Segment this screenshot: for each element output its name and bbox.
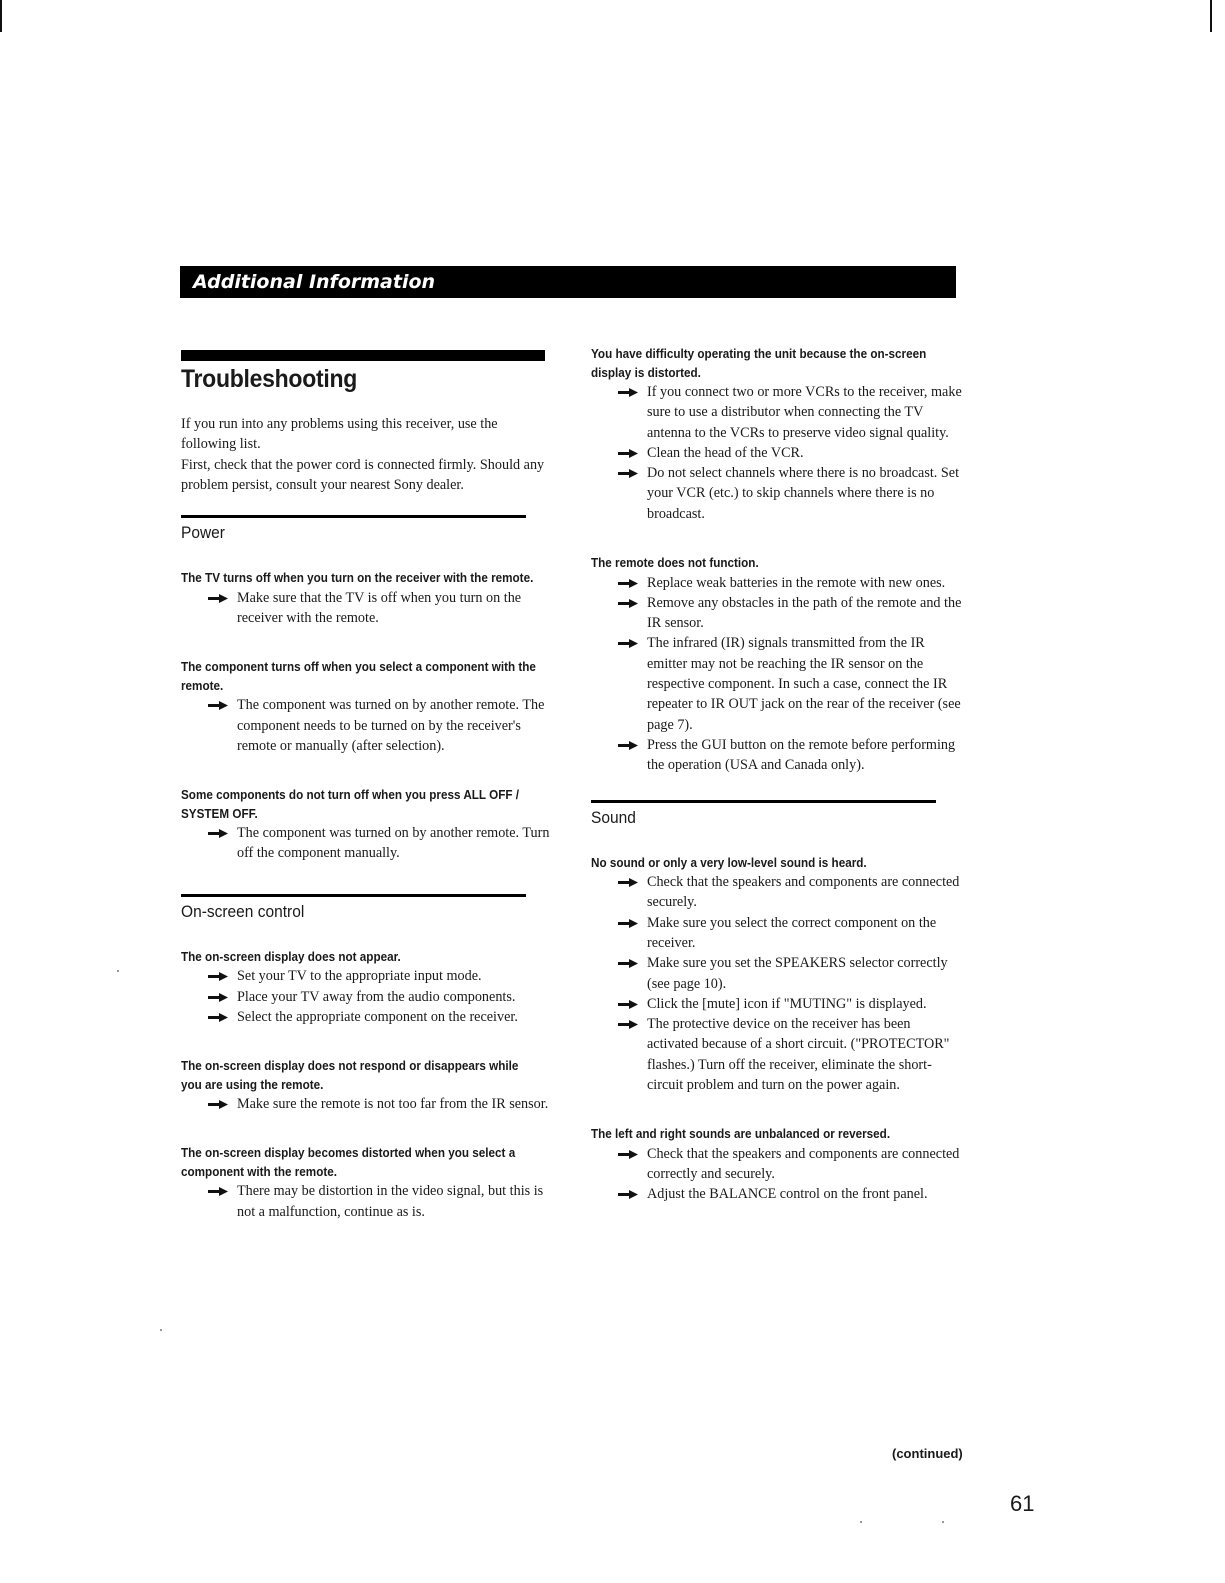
right-column [591,345,963,1235]
left-column [181,345,553,1252]
solution-text: Make sure the remote is not too far from the IR sensor. [237,1096,549,1113]
solution-text: Place your TV away from the audio components. [237,988,516,1005]
solution-text: Make sure you set the SPEAKERS selector correctly (see page 10). [647,955,948,992]
problem-statement: The remote does not function. [591,555,759,571]
arrow-bullet-icon [208,1013,228,1022]
solution-text: Set your TV to the appropriate input mode. [237,968,482,985]
arrow-bullet-icon [208,972,228,981]
solution-item [591,633,963,734]
problem-block [181,948,553,1027]
solution-text: Do not select channels where there is no broadcast. Set your VCR (etc.) to skip channels where there is no broadcast. [647,465,960,522]
problem-block [181,1057,553,1114]
scan-speck [860,1521,862,1523]
arrow-bullet-icon [618,878,638,887]
intro-text [181,414,553,495]
solution-item [591,573,963,593]
section-heading: Power [181,515,526,543]
arrow-bullet-icon [618,1190,638,1199]
solution-item [181,1181,553,1222]
section-heading: On-screen control [181,894,526,922]
solution-item [181,966,553,986]
problem-statement: The component turns off when you select a component with the remote. [181,659,536,693]
solution-text: Replace weak batteries in the remote with new ones. [647,574,946,591]
problem-block [591,1125,963,1204]
arrow-bullet-icon [618,469,638,478]
solution-text: The component was turned on by another remote. Turn off the component manually. [237,825,550,862]
arrow-bullet-icon [208,1100,228,1109]
arrow-bullet-icon [618,388,638,397]
arrow-bullet-icon [618,449,638,458]
solution-item [591,994,963,1014]
solution-text: Make sure that the TV is off when you turn on the receiver with the remote. [237,589,522,626]
arrow-bullet-icon [618,599,638,608]
solution-item [591,953,963,994]
solution-text: If you connect two or more VCRs to the receiver, make sure to use a distributor when connecting the TV antenna to the VCRs to preserve video signal quality. [647,384,962,441]
solution-text: Click the [mute] icon if "MUTING" is displayed. [647,995,927,1012]
solution-item [181,1094,553,1114]
problem-block [591,854,963,1096]
solution-item [591,382,963,443]
problem-block [181,569,553,628]
solution-item [591,1014,963,1095]
problem-statement: The on-screen display does not appear. [181,948,401,964]
title-rule [181,350,545,361]
right-top-problems [591,345,963,776]
page-title: Troubleshooting [181,365,358,393]
arrow-bullet-icon [618,959,638,968]
problem-block [181,1144,553,1222]
solution-item [181,987,553,1007]
arrow-bullet-icon [208,594,228,603]
left-sections [181,515,553,1222]
solution-text: Check that the speakers and components are connected securely. [647,874,960,911]
crop-mark-right [1210,0,1212,32]
solution-text: Check that the speakers and components are connected correctly and securely. [647,1145,960,1183]
intro-paragraph: First, check that the power cord is connected firmly. Should any problem persist, consult your nearest Sony dealer. [181,456,545,493]
solution-text: The protective device on the receiver has been activated because of a short circuit. ("PROTECTOR" flashes.) Turn off the receiver, eliminate the short-circuit problem and turn on the power again. [647,1016,950,1094]
right-sections [591,800,963,1205]
arrow-bullet-icon [618,1020,638,1029]
solution-text: The infrared (IR) signals transmitted from the IR emitter may not be reaching the IR sensor on the respective component. In such a case, connect the IR repeater to IR OUT jack on the rear of the receiver (see page 7). [647,635,961,733]
solution-text: Adjust the BALANCE control on the front panel. [647,1186,928,1203]
problem-statement: The left and right sounds are unbalanced or reversed. [591,1126,891,1142]
arrow-bullet-icon [208,1187,228,1196]
arrow-bullet-icon [208,701,228,710]
problem-block [591,345,963,524]
solution-item [591,443,963,463]
solution-text: There may be distortion in the video signal, but this is not a malfunction, continue as is. [237,1183,544,1220]
intro-paragraph: If you run into any problems using this receiver, use the following list. [181,416,498,453]
solution-text: Make sure you select the correct component on the receiver. [647,914,937,951]
solution-item [591,735,963,776]
section-header-bar: Additional Information [180,266,956,298]
arrow-bullet-icon [618,919,638,928]
solution-item [591,463,963,524]
arrow-bullet-icon [208,829,228,838]
arrow-bullet-icon [618,639,638,648]
arrow-bullet-icon [618,579,638,588]
solution-item [181,1007,553,1027]
solution-item [181,588,553,629]
solution-item [591,872,963,913]
solution-text: Select the appropriate component on the receiver. [237,1008,518,1025]
continued-label: (continued) [892,1446,963,1461]
solution-text: The component was turned on by another remote. The component needs to be turned on by the receiver's remote or manually (after selection). [237,697,545,754]
problem-block [591,554,963,775]
problem-statement: No sound or only a very low-level sound is heard. [591,854,867,870]
problem-statement: Some components do not turn off when you press ALL OFF / SYSTEM OFF. [181,787,520,821]
solution-text: Clean the head of the VCR. [647,444,804,461]
solution-item [181,823,553,864]
scan-speck [160,1329,162,1331]
problem-statement: The on-screen display becomes distorted when you select a component with the remote. [181,1145,516,1179]
arrow-bullet-icon [618,1150,638,1159]
arrow-bullet-icon [618,1000,638,1009]
arrow-bullet-icon [618,741,638,750]
problem-statement: You have difficulty operating the unit because the on-screen display is distorted. [591,346,927,380]
solution-text: Remove any obstacles in the path of the remote and the IR sensor. [647,594,962,632]
problem-statement: The on-screen display does not respond or disappears while you are using the remote. [181,1058,519,1092]
solution-item [591,593,963,634]
solution-text: Press the GUI button on the remote before performing the operation (USA and Canada only). [647,736,956,774]
scan-speck [117,970,119,972]
arrow-bullet-icon [208,993,228,1002]
page-number: 61 [1010,1491,1035,1516]
problem-block [181,786,553,864]
section-heading: Sound [591,800,936,828]
solution-item [591,1184,963,1204]
scan-speck [942,1521,944,1523]
problem-block [181,658,553,756]
solution-item [591,1144,963,1185]
solution-item [591,913,963,954]
crop-mark-left [0,0,2,32]
solution-item [181,695,553,756]
problem-statement: The TV turns off when you turn on the receiver with the remote. [181,570,534,586]
